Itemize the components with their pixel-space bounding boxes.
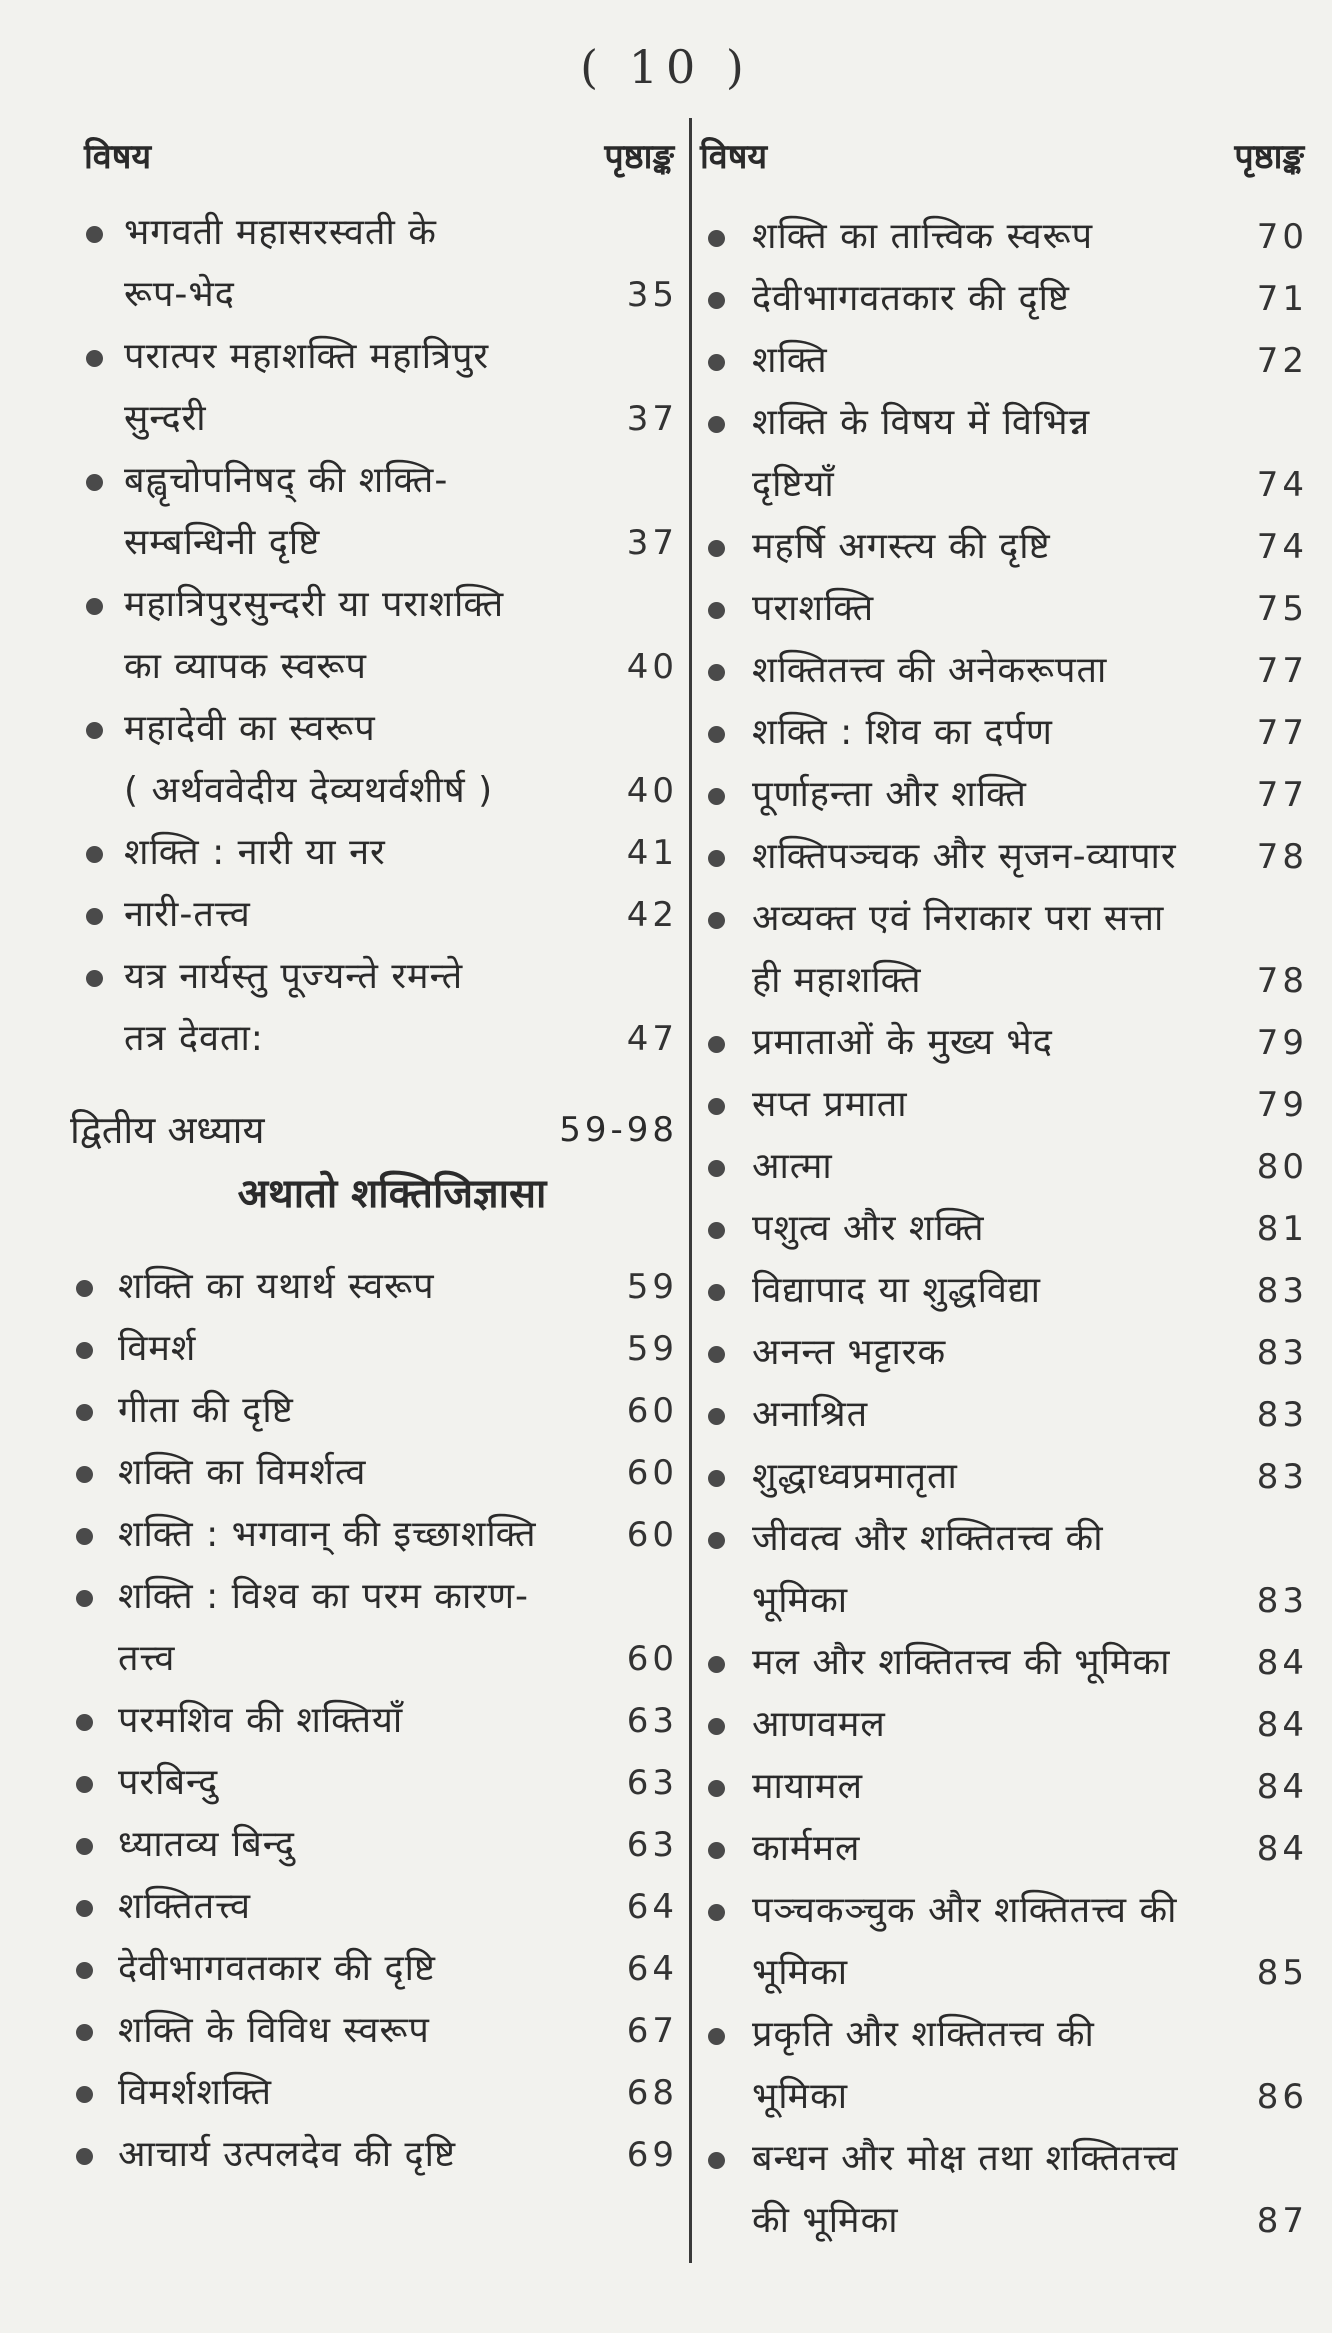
entry-title-line: शक्ति : विश्व का परम कारण- bbox=[118, 1576, 530, 1617]
entry-title-line: देवीभागवतकार की दृष्टि bbox=[752, 278, 1070, 319]
toc-entry bbox=[700, 578, 1308, 640]
toc-entry bbox=[700, 1446, 1308, 1508]
page-heading: पृष्ठाङ्क bbox=[1234, 137, 1304, 177]
toc-entry bbox=[66, 2000, 678, 2062]
chapter-heading bbox=[66, 1100, 678, 1160]
bullet-icon bbox=[76, 2148, 93, 2165]
entry-title-line: शक्ति का यथार्थ स्वरूप bbox=[118, 1266, 435, 1307]
entry-page-number: 86 bbox=[1256, 2077, 1308, 2117]
toc-entry bbox=[700, 268, 1308, 330]
entry-title-line: बन्धन और मोक्ष तथा शक्तितत्त्व bbox=[752, 2138, 1179, 2179]
entry-title-line: बह्वृचोपनिषद् की शक्ति- bbox=[124, 460, 449, 501]
bullet-icon bbox=[708, 1780, 725, 1797]
toc-entry bbox=[700, 640, 1308, 702]
toc-entry bbox=[66, 2062, 678, 2124]
entry-title-line: ही महाशक्ति bbox=[752, 960, 922, 1001]
entry-page-number: 75 bbox=[1256, 589, 1308, 629]
bullet-icon bbox=[76, 1466, 93, 1483]
entry-title-line: महादेवी का स्वरूप bbox=[124, 708, 376, 749]
entry-title-line: शक्तितत्त्व bbox=[118, 1886, 252, 1927]
entry-title-line: शक्ति : भगवान् की इच्छाशक्ति bbox=[118, 1514, 537, 1555]
bullet-icon bbox=[708, 230, 725, 247]
entry-page-number: 84 bbox=[1256, 1705, 1308, 1745]
right-entry-list bbox=[700, 206, 1308, 2252]
bullet-icon bbox=[708, 1842, 725, 1859]
toc-entry bbox=[700, 764, 1308, 826]
bullet-icon bbox=[708, 1346, 725, 1363]
entry-page-number: 63 bbox=[626, 1701, 678, 1741]
entry-title-line: आचार्य उत्पलदेव की दृष्टि bbox=[118, 2134, 456, 2175]
entry-page-number: 83 bbox=[1256, 1395, 1308, 1435]
toc-entry bbox=[700, 1198, 1308, 1260]
entry-page-number: 59 bbox=[626, 1329, 678, 1369]
entry-title-line: रूप-भेद bbox=[124, 274, 235, 315]
entry-title-line: शक्ति का विमर्शत्व bbox=[118, 1452, 367, 1493]
bullet-icon bbox=[708, 1284, 725, 1301]
right-column bbox=[700, 120, 1308, 2252]
toc-entry bbox=[700, 1818, 1308, 1880]
entry-page-number: 60 bbox=[626, 1515, 678, 1555]
entry-page-number: 87 bbox=[1256, 2201, 1308, 2241]
toc-entry bbox=[66, 326, 678, 450]
toc-entry bbox=[700, 2128, 1308, 2252]
entry-title-line: विमर्शशक्ति bbox=[118, 2072, 272, 2113]
bullet-icon bbox=[86, 722, 103, 739]
entry-title-line: विद्यापाद या शुद्धविद्या bbox=[752, 1270, 1041, 1311]
toc-entry bbox=[700, 826, 1308, 888]
entry-title-line: भगवती महासरस्वती के bbox=[124, 212, 437, 253]
entry-title-line: देवीभागवतकार की दृष्टि bbox=[118, 1948, 436, 1989]
bullet-icon bbox=[708, 354, 725, 371]
column-divider bbox=[689, 118, 692, 2263]
entry-title-line: अव्यक्त एवं निराकार परा सत्ता bbox=[752, 898, 1165, 939]
entry-page-number: 40 bbox=[626, 771, 678, 811]
entry-title-line: शक्तितत्त्व की अनेकरूपता bbox=[752, 650, 1108, 691]
toc-entry bbox=[66, 884, 678, 946]
toc-entry bbox=[66, 1566, 678, 1690]
bullet-icon bbox=[86, 908, 103, 925]
entry-page-number: 63 bbox=[626, 1763, 678, 1803]
entry-title-line: शक्ति का तात्त्विक स्वरूप bbox=[752, 216, 1094, 257]
toc-entry bbox=[700, 1260, 1308, 1322]
left-entry-list bbox=[66, 202, 678, 1070]
toc-entry bbox=[66, 574, 678, 698]
entry-title-line: पशुत्व और शक्ति bbox=[752, 1208, 985, 1249]
entry-title-line: शक्ति के विषय में विभिन्न bbox=[752, 402, 1091, 443]
toc-entry bbox=[66, 1752, 678, 1814]
entry-title-line: मायामल bbox=[752, 1766, 863, 1807]
toc-entry bbox=[66, 1442, 678, 1504]
bullet-icon bbox=[76, 1342, 93, 1359]
entry-title-line: भूमिका bbox=[752, 2076, 849, 2117]
entry-title-line: गीता की दृष्टि bbox=[118, 1390, 294, 1431]
bullet-icon bbox=[86, 846, 103, 863]
entry-title-line: महात्रिपुरसुन्दरी या पराशक्ति bbox=[124, 584, 505, 625]
entry-page-number: 84 bbox=[1256, 1829, 1308, 1869]
toc-entry bbox=[66, 1318, 678, 1380]
toc-entry bbox=[700, 1508, 1308, 1632]
entry-page-number: 84 bbox=[1256, 1643, 1308, 1683]
bullet-icon bbox=[708, 1408, 725, 1425]
bullet-icon bbox=[76, 2086, 93, 2103]
bullet-icon bbox=[86, 598, 103, 615]
entry-page-number: 41 bbox=[626, 833, 678, 873]
entry-page-number: 80 bbox=[1256, 1147, 1308, 1187]
bullet-icon bbox=[708, 850, 725, 867]
entry-page-number: 68 bbox=[626, 2073, 678, 2113]
bullet-icon bbox=[76, 1900, 93, 1917]
entry-title-line: नारी-तत्त्व bbox=[124, 894, 251, 935]
bullet-icon bbox=[708, 664, 725, 681]
entry-title-line: शक्ति : नारी या नर bbox=[124, 832, 386, 873]
entry-title-line: तत्र देवता: bbox=[124, 1018, 264, 1059]
entry-title-line: पराशक्ति bbox=[752, 588, 875, 629]
toc-entry bbox=[66, 450, 678, 574]
bullet-icon bbox=[708, 1098, 725, 1115]
bullet-icon bbox=[76, 1590, 93, 1607]
entry-page-number: 77 bbox=[1256, 713, 1308, 753]
entry-title-line: परमशिव की शक्तियाँ bbox=[118, 1700, 404, 1741]
entry-page-number: 85 bbox=[1256, 1953, 1308, 1993]
entry-title-line: परात्पर महाशक्ति महात्रिपुर bbox=[124, 336, 490, 377]
entry-title-line: आत्मा bbox=[752, 1146, 833, 1187]
bullet-icon bbox=[708, 292, 725, 309]
entry-title-line: जीवत्व और शक्तितत्त्व की bbox=[752, 1518, 1104, 1559]
toc-entry bbox=[700, 1322, 1308, 1384]
entry-page-number: 72 bbox=[1256, 341, 1308, 381]
toc-entry bbox=[700, 888, 1308, 1012]
toc-entry bbox=[700, 1012, 1308, 1074]
entry-title-line: भूमिका bbox=[752, 1580, 849, 1621]
toc-entry bbox=[700, 206, 1308, 268]
bullet-icon bbox=[708, 1470, 725, 1487]
bullet-icon bbox=[708, 1904, 725, 1921]
entry-title-line: प्रकृति और शक्तितत्त्व की bbox=[752, 2014, 1095, 2055]
entry-page-number: 74 bbox=[1256, 527, 1308, 567]
entry-title-line: सुन्दरी bbox=[124, 398, 207, 439]
entry-title-line: मल और शक्तितत्त्व की भूमिका bbox=[752, 1642, 1171, 1683]
toc-entry bbox=[66, 202, 678, 326]
entry-page-number: 64 bbox=[626, 1949, 678, 1989]
entry-title-line: दृष्टियाँ bbox=[752, 464, 835, 505]
entry-title-line: प्रमाताओं के मुख्य भेद bbox=[752, 1022, 1053, 1063]
entry-title-line: पञ्चकञ्चुक और शक्तितत्त्व की bbox=[752, 1890, 1178, 1931]
entry-page-number: 70 bbox=[1256, 217, 1308, 257]
entry-page-number: 64 bbox=[626, 1887, 678, 1927]
bullet-icon bbox=[708, 1532, 725, 1549]
bullet-icon bbox=[76, 1404, 93, 1421]
bullet-icon bbox=[708, 1036, 725, 1053]
bullet-icon bbox=[708, 2028, 725, 2045]
toc-entry bbox=[700, 1136, 1308, 1198]
chapter-title: अथातो शक्तिजिज्ञासा bbox=[237, 1171, 547, 1217]
entry-page-number: 37 bbox=[626, 399, 678, 439]
entry-title-line: शक्तिपञ्चक और सृजन-व्यापार bbox=[752, 836, 1177, 877]
bullet-icon bbox=[708, 1160, 725, 1177]
toc-entry bbox=[700, 1384, 1308, 1446]
entry-page-number: 81 bbox=[1256, 1209, 1308, 1249]
bullet-icon bbox=[708, 416, 725, 433]
toc-entry bbox=[66, 1504, 678, 1566]
entry-title-line: शक्ति के विविध स्वरूप bbox=[118, 2010, 430, 2051]
entry-page-number: 74 bbox=[1256, 465, 1308, 505]
entry-page-number: 60 bbox=[626, 1453, 678, 1493]
entry-title-line: अनन्त भट्टारक bbox=[752, 1332, 947, 1373]
toc-entry bbox=[700, 1074, 1308, 1136]
entry-page-number: 37 bbox=[626, 523, 678, 563]
bullet-icon bbox=[86, 474, 103, 491]
entry-title-line: सप्त प्रमाता bbox=[752, 1084, 908, 1125]
bullet-icon bbox=[708, 788, 725, 805]
chapter-page-range: 59-98 bbox=[559, 1110, 678, 1150]
toc-entry bbox=[66, 1938, 678, 2000]
entry-page-number: 67 bbox=[626, 2011, 678, 2051]
toc-entry bbox=[700, 1756, 1308, 1818]
entry-title-line: ध्यातव्य बिन्दु bbox=[118, 1824, 296, 1865]
entry-title-line: महर्षि अगस्त्य की दृष्टि bbox=[752, 526, 1051, 567]
entry-page-number: 77 bbox=[1256, 651, 1308, 691]
bullet-icon bbox=[708, 912, 725, 929]
entry-title-line: कार्ममल bbox=[752, 1828, 861, 1869]
bullet-icon bbox=[86, 350, 103, 367]
toc-entry bbox=[700, 330, 1308, 392]
entry-page-number: 83 bbox=[1256, 1271, 1308, 1311]
bullet-icon bbox=[76, 1962, 93, 1979]
bullet-icon bbox=[708, 602, 725, 619]
bullet-icon bbox=[708, 1718, 725, 1735]
toc-entry bbox=[66, 822, 678, 884]
toc-entry bbox=[700, 392, 1308, 516]
bullet-icon bbox=[76, 2024, 93, 2041]
toc-entry bbox=[700, 1694, 1308, 1756]
entry-title-line: पूर्णाहन्ता और शक्ति bbox=[752, 774, 1027, 815]
bullet-icon bbox=[76, 1528, 93, 1545]
bullet-icon bbox=[708, 1656, 725, 1673]
toc-entry bbox=[700, 1880, 1308, 2004]
bullet-icon bbox=[708, 2152, 725, 2169]
subject-heading: विषय bbox=[700, 137, 768, 177]
toc-entry bbox=[66, 1690, 678, 1752]
entry-title-line: की भूमिका bbox=[752, 2200, 899, 2241]
entry-page-number: 63 bbox=[626, 1825, 678, 1865]
chapter-label: द्वितीय अध्याय bbox=[70, 1108, 265, 1152]
entry-page-number: 77 bbox=[1256, 775, 1308, 815]
entry-title-line: अनाश्रित bbox=[752, 1394, 869, 1435]
toc-entry bbox=[66, 1876, 678, 1938]
bullet-icon bbox=[76, 1714, 93, 1731]
toc-entry bbox=[700, 1632, 1308, 1694]
left-column-header bbox=[84, 120, 678, 178]
bullet-icon bbox=[708, 1222, 725, 1239]
entry-page-number: 83 bbox=[1256, 1457, 1308, 1497]
entry-page-number: 60 bbox=[626, 1391, 678, 1431]
entry-title-line: सम्बन्धिनी दृष्टि bbox=[124, 522, 321, 563]
toc-entry bbox=[66, 946, 678, 1070]
entry-title-line: आणवमल bbox=[752, 1704, 886, 1745]
entry-page-number: 71 bbox=[1256, 279, 1308, 319]
toc-entry bbox=[66, 2124, 678, 2186]
bullet-icon bbox=[76, 1838, 93, 1855]
entry-page-number: 83 bbox=[1256, 1581, 1308, 1621]
right-column-header bbox=[700, 120, 1308, 178]
bullet-icon bbox=[76, 1280, 93, 1297]
page-number: ( 10 ) bbox=[580, 40, 752, 94]
entry-title-line: विमर्श bbox=[118, 1328, 197, 1369]
bullet-icon bbox=[708, 726, 725, 743]
bullet-icon bbox=[76, 1776, 93, 1793]
entry-title-line: शक्ति bbox=[752, 340, 828, 381]
entry-title-line: तत्त्व bbox=[118, 1638, 176, 1679]
entry-title-line: शुद्धाध्वप्रमातृता bbox=[752, 1456, 958, 1497]
entry-title-line: का व्यापक स्वरूप bbox=[124, 646, 367, 687]
toc-entry bbox=[66, 1814, 678, 1876]
bullet-icon bbox=[86, 970, 103, 987]
chapter-entry-list bbox=[66, 1256, 678, 2186]
entry-page-number: 60 bbox=[626, 1639, 678, 1679]
toc-entry bbox=[700, 516, 1308, 578]
bullet-icon bbox=[708, 540, 725, 557]
entry-page-number: 69 bbox=[626, 2135, 678, 2175]
left-column bbox=[66, 120, 678, 2186]
entry-page-number: 83 bbox=[1256, 1333, 1308, 1373]
page-heading: पृष्ठाङ्क bbox=[604, 137, 674, 177]
entry-page-number: 59 bbox=[626, 1267, 678, 1307]
entry-page-number: 47 bbox=[626, 1019, 678, 1059]
entry-title-line: भूमिका bbox=[752, 1952, 849, 1993]
toc-entry bbox=[66, 698, 678, 822]
toc-entry bbox=[700, 702, 1308, 764]
entry-page-number: 79 bbox=[1256, 1085, 1308, 1125]
bullet-icon bbox=[86, 226, 103, 243]
entry-title-line: परबिन्दु bbox=[118, 1762, 219, 1803]
entry-title-line: शक्ति : शिव का दर्पण bbox=[752, 712, 1053, 753]
entry-page-number: 42 bbox=[626, 895, 678, 935]
entry-title-line: ( अर्थववेदीय देव्यथर्वशीर्ष ) bbox=[124, 770, 494, 811]
entry-page-number: 78 bbox=[1256, 837, 1308, 877]
toc-entry bbox=[700, 2004, 1308, 2128]
entry-page-number: 78 bbox=[1256, 961, 1308, 1001]
entry-page-number: 35 bbox=[626, 275, 678, 315]
toc-entry bbox=[66, 1256, 678, 1318]
toc-entry bbox=[66, 1380, 678, 1442]
entry-page-number: 84 bbox=[1256, 1767, 1308, 1807]
entry-title-line: यत्र नार्यस्तु पूज्यन्ते रमन्ते bbox=[124, 956, 464, 997]
entry-page-number: 40 bbox=[626, 647, 678, 687]
subject-heading: विषय bbox=[84, 137, 152, 177]
entry-page-number: 79 bbox=[1256, 1023, 1308, 1063]
